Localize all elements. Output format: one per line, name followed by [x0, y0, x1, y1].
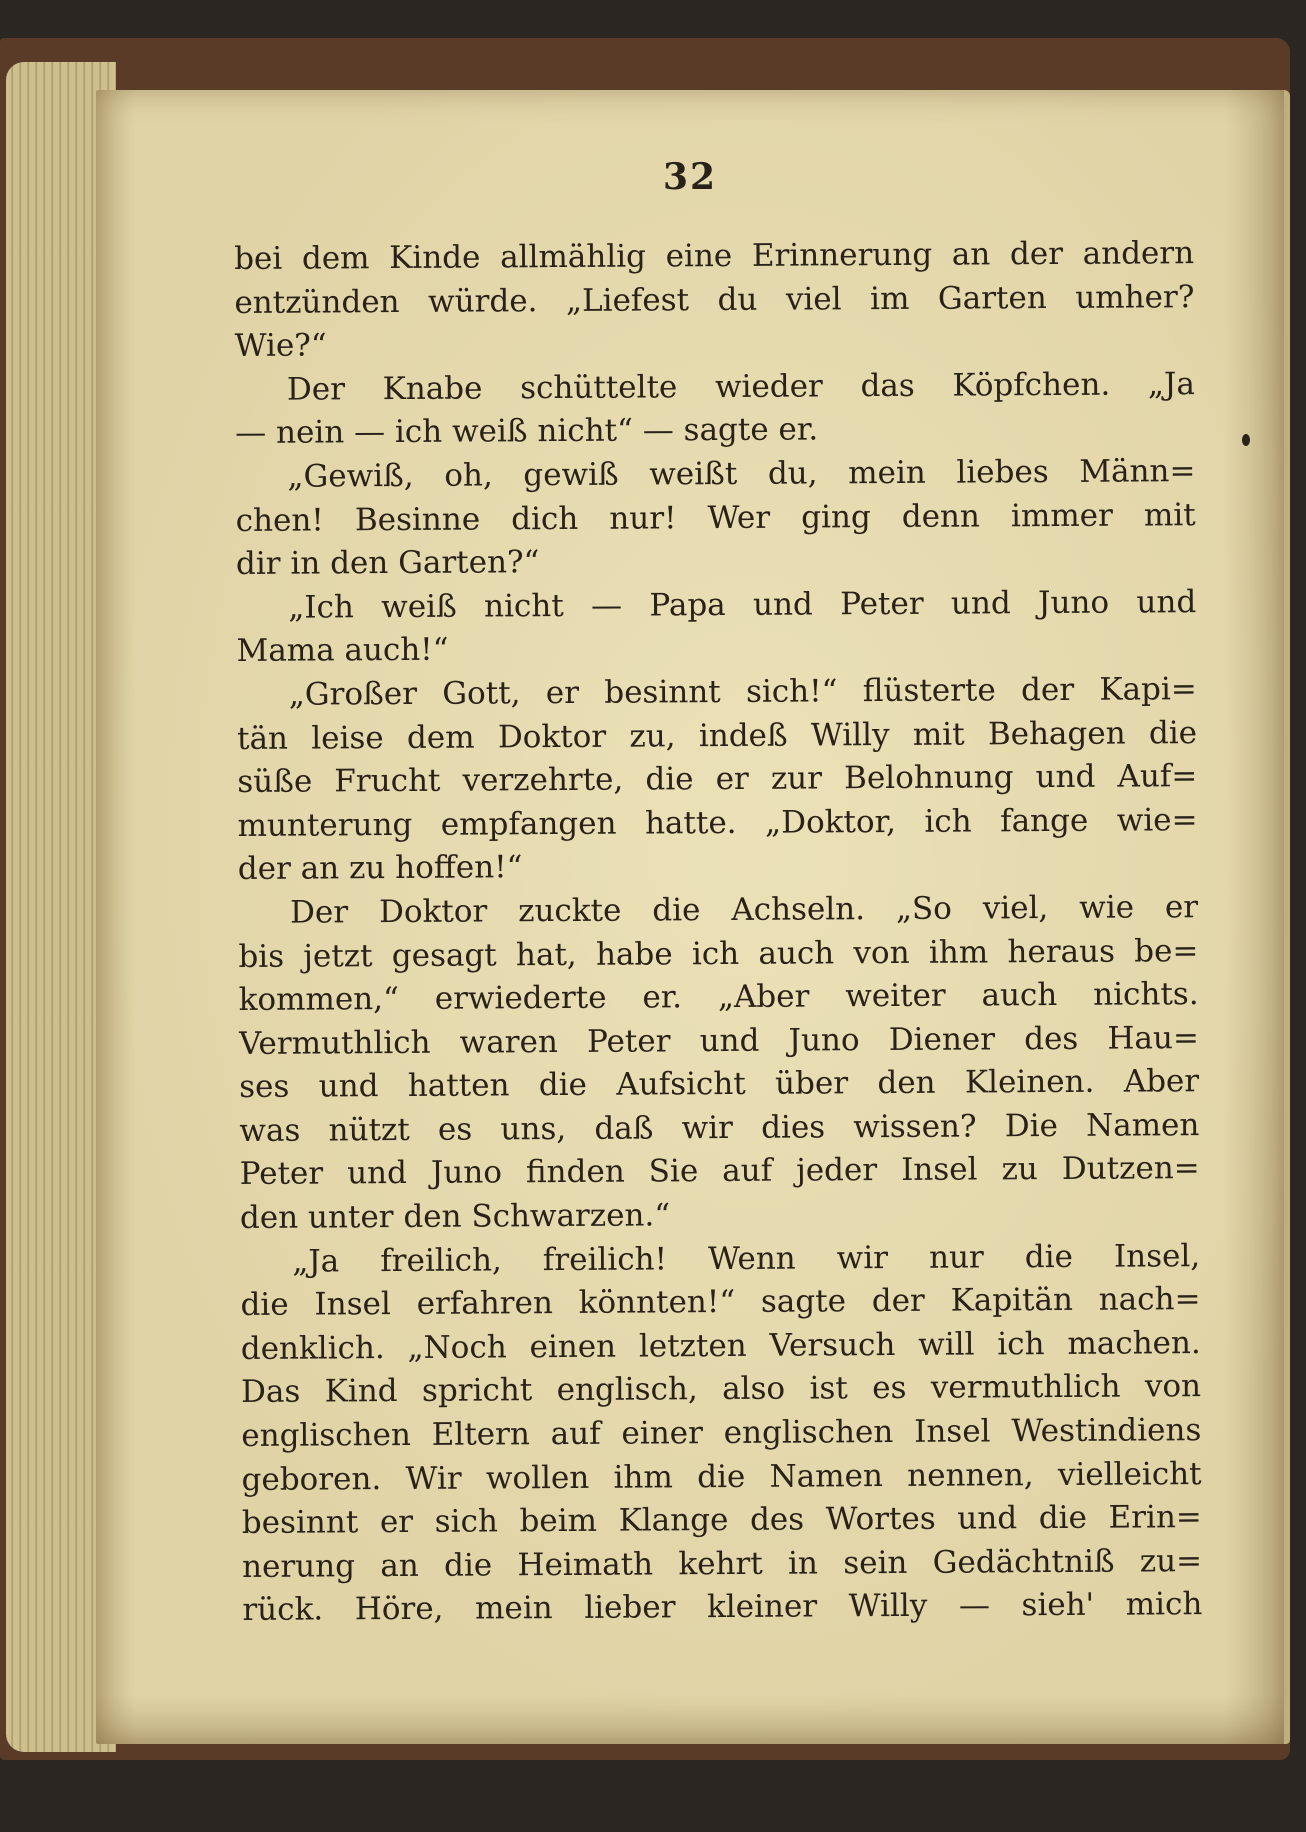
text-line: Wie?“	[234, 327, 327, 365]
text-line: dir in den Garten?“	[235, 544, 540, 583]
text-line: munterung empfangen hatte. „Doktor, ich fange wie=	[237, 801, 1198, 844]
text-line: „Gewiß, oh, gewiß weißt du, mein liebes Männ=	[287, 453, 1196, 495]
text-line: tän leise dem Doktor zu, indeß Willy mit Behagen die	[236, 714, 1198, 757]
text-line: besinnt er sich beim Klange des Wortes und die Erin=	[241, 1499, 1202, 1542]
text-line: denklich. „Noch einen letzten Versuch will ich machen.	[240, 1324, 1201, 1367]
text-line: der an zu hoffen!“	[237, 849, 523, 888]
text-line: Das Kind spricht englisch, also ist es vermuthlich von	[240, 1368, 1202, 1411]
page-text	[234, 232, 1203, 1633]
text-line: Der Doktor zuckte die Achseln. „So viel, wie er	[290, 889, 1199, 931]
text-line: Vermuthlich waren Peter und Juno Diener des Hau=	[238, 1019, 1200, 1062]
text-line: rück. Höre, mein lieber kleiner Willy — sieh' mich	[242, 1586, 1203, 1629]
text-line: Der Knabe schüttelte wieder das Köpfchen. „Ja	[286, 365, 1196, 408]
text-line: nerung an die Heimath kehrt in sein Gedächtniß zu=	[242, 1542, 1203, 1585]
text-line: bis jetzt gesagt hat, habe ich auch von ihm heraus be=	[238, 932, 1199, 975]
text-line: kommen,“ erwiederte er. „Aber weiter auch nichts.	[238, 976, 1199, 1019]
text-line: „Großer Gott, er besinnt sich!“ flüsterte der Kapi=	[288, 671, 1197, 713]
text-line: geboren. Wir wollen ihm die Namen nennen, vielleicht	[241, 1455, 1202, 1498]
text-line: die Insel erfahren könnten!“ sagte der Kapitän nach=	[240, 1281, 1201, 1324]
text-line: — nein — ich weiß nicht“ — sagte er.	[235, 411, 819, 452]
text-line: bei dem Kinde allmählig eine Erinnerung an der andern	[234, 235, 1195, 277]
text-line: „Ich weiß nicht — Papa und Peter und Juno und	[288, 583, 1197, 626]
text-line: englischen Eltern auf einer englischen Insel Westindiens	[241, 1412, 1202, 1455]
text-line: entzünden würde. „Liefest du viel im Garten umher?	[234, 278, 1195, 321]
ink-speck	[1242, 434, 1250, 446]
text-line: chen! Besinne dich nur! Wer ging denn immer mit	[235, 496, 1196, 539]
text-line: was nützt es uns, daß wir dies wissen? Die Namen	[239, 1106, 1200, 1149]
text-line: süße Frucht verzehrte, die er zur Belohnung und Auf=	[237, 758, 1198, 801]
text-line: Peter und Juno finden Sie auf jeder Insel zu Dutzen=	[239, 1150, 1200, 1193]
page-number: 32	[662, 156, 718, 198]
text-line: den unter den Schwarzen.“	[239, 1197, 671, 1237]
text-line: Mama auch!“	[236, 632, 449, 670]
text-line: ses und hatten die Aufsicht über den Kleinen. Aber	[239, 1063, 1200, 1106]
text-line: „Ja freilich, freilich! Wenn wir nur die Insel,	[292, 1237, 1201, 1280]
